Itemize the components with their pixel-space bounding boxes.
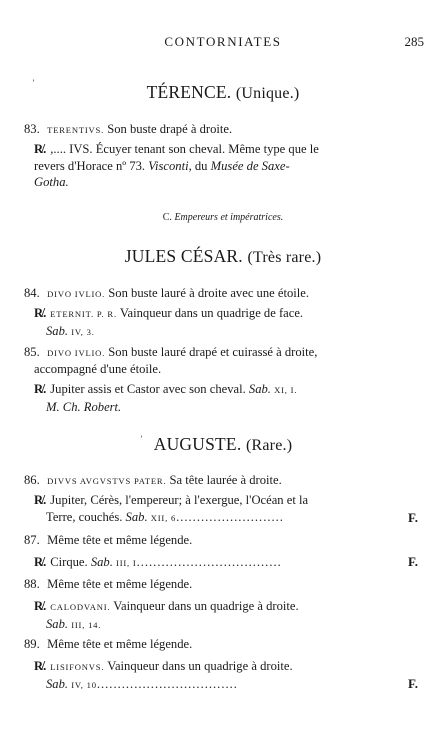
running-title: CONTORNIATES [164, 34, 282, 49]
entry-89 [24, 636, 424, 652]
reverse-85 [34, 381, 406, 415]
reference-abbrev: Sab. [46, 323, 69, 338]
section-rarity: (Très rare.) [247, 249, 322, 266]
entry-87 [24, 532, 424, 548]
obverse-description: Sa tête laurée à droite. [169, 473, 282, 487]
section-rarity: (Rare.) [245, 437, 293, 454]
reference-work: Musée de Saxe- [210, 158, 290, 173]
reference-abbrev: Sab. [125, 509, 148, 524]
reverse-symbol: R̸. [34, 142, 47, 156]
reference-plate: XI, I. [274, 385, 298, 395]
reference-plate: IV, 3. [71, 326, 95, 337]
reference-abbrev: Sab. [46, 616, 69, 631]
reference-author: Visconti [148, 158, 189, 173]
reverse-text: Jupiter assis et Castor avec son cheval. [50, 382, 249, 396]
section-rarity: (Unique.) [235, 85, 300, 102]
reverse-89 [34, 658, 406, 693]
leader-dots: ................................... [136, 555, 282, 569]
reverse-text-2: revers d'Horace nº 73. [34, 158, 149, 173]
reverse-84 [34, 305, 406, 340]
reverse-symbol: R̸. [34, 382, 47, 396]
obverse-description: Son buste lauré à droite avec une étoile. [108, 286, 310, 300]
reverse-legend: LISIFONVS. [50, 662, 105, 672]
reverse-83 [34, 141, 406, 191]
obverse-legend: DIVVS AVGVSTVS PATER. [47, 476, 167, 486]
reverse-text: Vainqueur dans un quadrige à droite. [113, 599, 299, 613]
reverse-86 [34, 492, 406, 526]
reverse-symbol: R̸. [34, 555, 47, 569]
reverse-text-3: , du [188, 158, 211, 173]
entry-85 [24, 344, 424, 361]
collection-mark: F. [408, 554, 418, 569]
reference-abbrev: Sab. [248, 382, 271, 396]
collection-mark: F. [408, 510, 418, 525]
reverse-text-2: Terre, couchés. [46, 509, 126, 524]
reference-plate: III, I [116, 558, 137, 568]
reference-abbrev: Sab. [90, 555, 113, 569]
collection-mark: F. [408, 676, 418, 691]
entry-86 [24, 472, 424, 489]
entry-number: 86. [24, 473, 40, 487]
page-number: 285 [404, 34, 424, 49]
entry-85-cont [34, 361, 434, 377]
section-name: TÉRENCE. [146, 82, 232, 102]
entry-number: 87. [24, 533, 40, 547]
leader-dots: .......................... [176, 509, 284, 524]
reverse-symbol: R̸. [34, 659, 47, 673]
reverse-text: Vainqueur dans un quadrige à droite. [107, 659, 293, 673]
reverse-88 [34, 598, 406, 633]
section-name: JULES CÉSAR. [124, 246, 243, 266]
reverse-legend: CALODVANI. [50, 602, 111, 612]
running-head [0, 34, 446, 50]
entry-84 [24, 285, 424, 302]
obverse-description-2: accompagné d'une étoile. [34, 362, 162, 376]
reverse-legend: ETERNIT. P. R. [50, 309, 117, 319]
obverse-description: Son buste drapé à droite. [107, 122, 233, 136]
reverse-symbol: R̸. [34, 493, 47, 507]
print-speck: ʼ [32, 78, 35, 88]
leader-dots: .................................. [96, 676, 238, 691]
obverse-description: Même tête et même légende. [47, 533, 193, 547]
section-title-terence [0, 82, 446, 103]
entry-88 [24, 576, 424, 592]
reference-plate: XII, 6 [150, 512, 177, 523]
entry-number: 85. [24, 345, 40, 359]
reference-work-2: Gotha. [34, 175, 69, 189]
reverse-symbol: R̸. [34, 599, 47, 613]
obverse-description: Son buste lauré drapé et cuirassé à droite, [108, 345, 318, 359]
obverse-description: Même tête et même légende. [47, 577, 193, 591]
reverse-text: Jupiter, Cérès, l'empereur; à l'exergue, l'Océan et la [50, 493, 309, 507]
entry-number: 84. [24, 286, 40, 300]
reverse-text: ,.... IVS. Écuyer tenant son cheval. Même type que le [50, 142, 319, 156]
subsection-letter: C. [162, 212, 172, 223]
reverse-87 [34, 554, 406, 572]
section-title-auguste [0, 434, 446, 455]
reverse-text: Cirque. [50, 555, 91, 569]
obverse-legend: DIVO IVLIO. [47, 289, 106, 299]
obverse-legend: DIVO IVLIO. [47, 348, 106, 358]
section-title-cesar [0, 246, 446, 267]
subsection-text: Empereurs et impératrices. [174, 212, 284, 223]
entry-number: 89. [24, 637, 40, 651]
subsection-heading [0, 212, 446, 223]
entry-number: 83. [24, 122, 40, 136]
reference-plate: III, 14. [71, 619, 102, 630]
obverse-description: Même tête et même légende. [47, 637, 193, 651]
reference-abbrev: Sab. [46, 676, 69, 691]
section-name: AUGUSTE. [153, 434, 242, 454]
reverse-text: Vainqueur dans un quadrige de face. [119, 306, 304, 320]
entry-83 [24, 121, 424, 138]
reverse-symbol: R̸. [34, 306, 47, 320]
reference-collection: M. Ch. Robert. [46, 399, 122, 414]
obverse-legend: TERENTIVS. [47, 125, 105, 135]
reference-plate: IV, 10 [71, 679, 97, 690]
print-speck: ʼ [140, 434, 143, 444]
entry-number: 88. [24, 577, 40, 591]
